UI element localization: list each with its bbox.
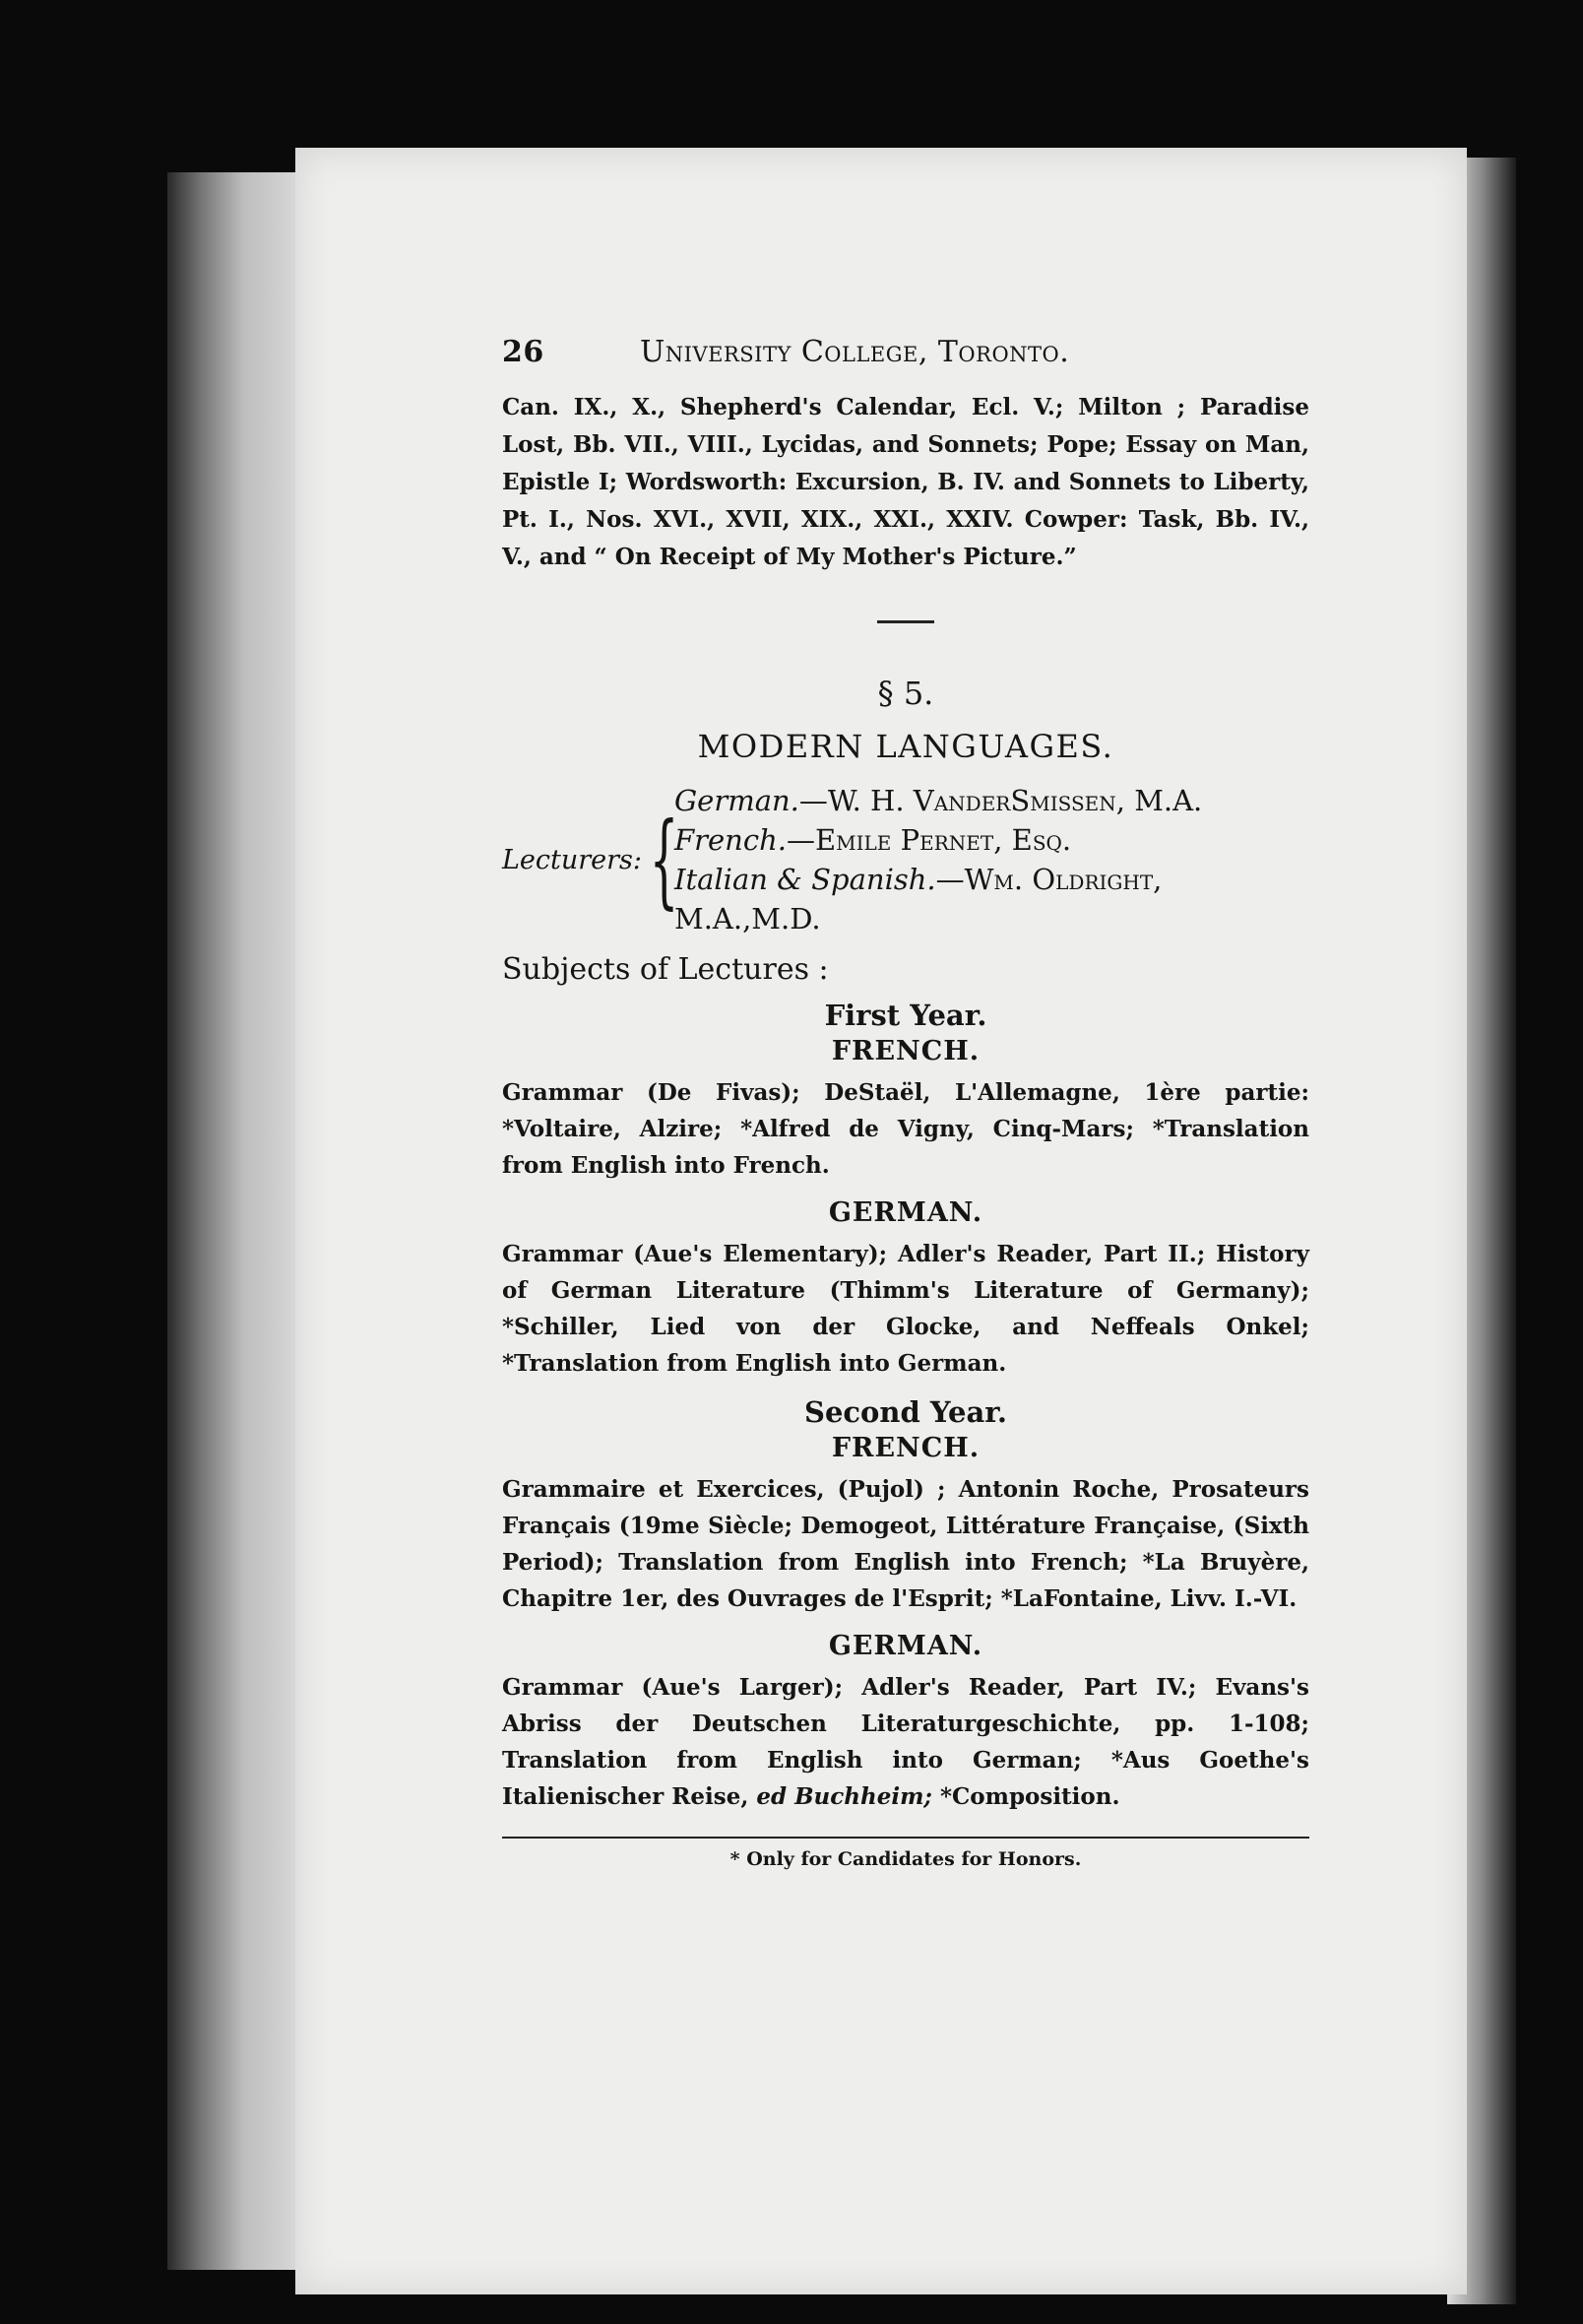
lecturer-italian-spanish: Italian & Spanish.—Wm. Oldright, M.A.,M.D. bbox=[674, 863, 1163, 936]
second-year-german-heading: GERMAN. bbox=[828, 1631, 983, 1661]
second-year-german-text: Grammar (Aue's Larger); Adler's Reader, Part IV.; Evans's Abriss der Deutschen Literaturgeschichte, pp. 1-108; Translation from English into German; *Aus Goethe's Italienischer Reise, ed Buchheim; *Composition. bbox=[502, 1674, 1309, 1810]
second-year-heading: Second Year. bbox=[804, 1395, 1007, 1429]
first-year-german-heading: GERMAN. bbox=[828, 1197, 983, 1228]
first-year-heading: First Year. bbox=[824, 999, 987, 1032]
lecturer-french: French.—Emile Pernet, Esq. bbox=[674, 823, 1072, 857]
page-number: 26 bbox=[502, 335, 544, 369]
page-content bbox=[502, 335, 1309, 1870]
first-year-german-text: Grammar (Aue's Elementary); Adler's Reader, Part II.; History of German Literature (Thimm's Literature of Germany); *Schiller, Lied von der Glocke, and Neffeals Onkel; *Translation from English into German. bbox=[502, 1241, 1309, 1377]
running-head: University College, Toronto. bbox=[640, 335, 1070, 369]
lecturers-block bbox=[502, 781, 1309, 938]
section-divider bbox=[877, 620, 934, 623]
page-header bbox=[502, 335, 1309, 369]
section-number: § 5. bbox=[877, 675, 934, 712]
lecturers-label: Lecturers: bbox=[502, 844, 643, 875]
second-year-french-text: Grammaire et Exercices, (Pujol) ; Antonin Roche, Prosateurs Français (19me Siècle; Demogeot, Littérature Française, (Sixth Period); Translation from English into French; *La Bruyère, Chapitre 1er, des Ouvrages de l'Esprit; *LaFontaine, Livv. I.-VI. bbox=[502, 1476, 1309, 1612]
second-year-french-heading: FRENCH. bbox=[831, 1433, 981, 1463]
footnote: * Only for Candidates for Honors. bbox=[729, 1848, 1082, 1870]
first-year-french-heading: FRENCH. bbox=[831, 1036, 981, 1066]
book-binding-edge bbox=[167, 172, 305, 2270]
lecturer-german: German.—W. H. VanderSmissen, M.A. bbox=[674, 784, 1203, 817]
footnote-rule bbox=[502, 1837, 1309, 1839]
first-year-french-text: Grammar (De Fivas); DeStaël, L'Allemagne, 1ère partie: *Voltaire, Alzire; *Alfred de Vigny, Cinq-Mars; *Translation from English into French. bbox=[502, 1079, 1309, 1179]
book-page bbox=[295, 148, 1467, 2294]
continuation-paragraph: Can. IX., X., Shepherd's Calendar, Ecl. V.; Milton ; Paradise Lost, Bb. VII., VIII., Lycidas, and Sonnets; Pope; Essay on Man, Epistle I; Wordsworth: Excursion, B. IV. and Sonnets to Liberty, Pt. I., Nos. XVI., XVII, XIX., XXI., XXIV. Cowper: Task, Bb. IV., V., and “ On Receipt of My Mother's Picture.” bbox=[502, 394, 1309, 570]
brace-icon: { bbox=[649, 800, 679, 920]
section-title: MODERN LANGUAGES. bbox=[697, 728, 1114, 765]
lecturers-list bbox=[674, 781, 1309, 938]
subjects-label: Subjects of Lectures : bbox=[502, 952, 829, 987]
